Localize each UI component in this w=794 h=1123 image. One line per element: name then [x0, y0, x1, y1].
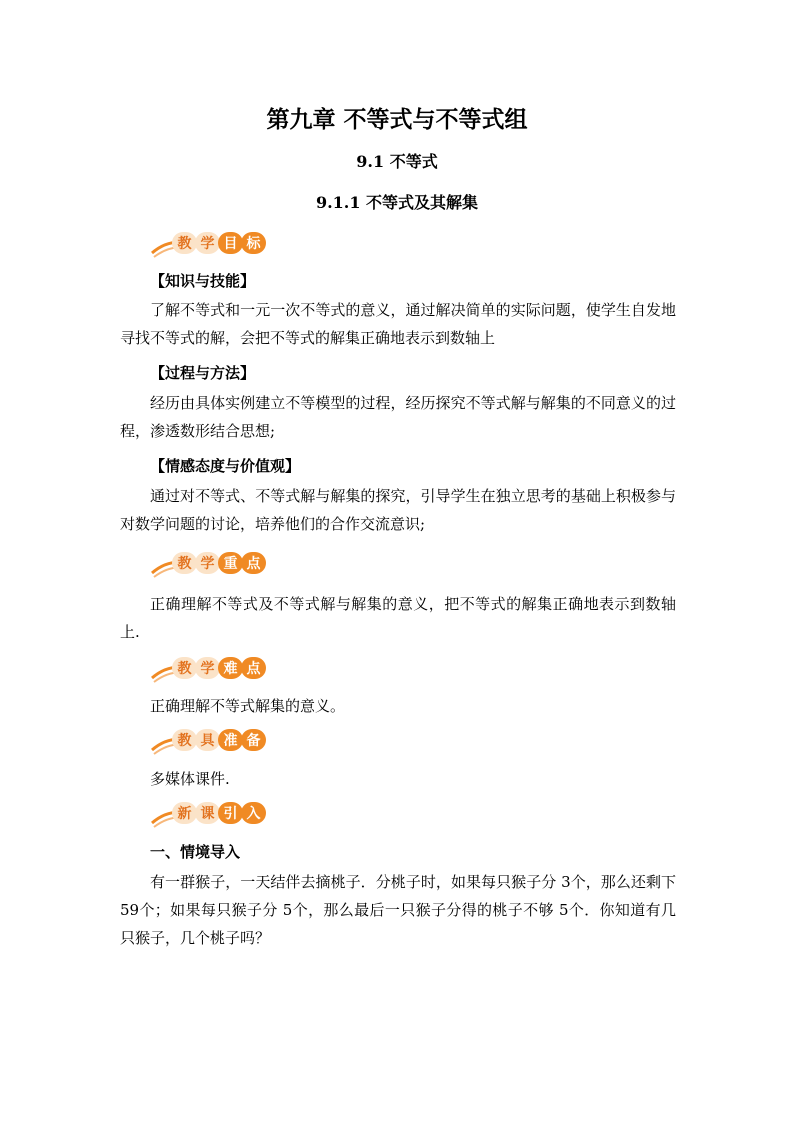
badge-char: 点 [241, 657, 266, 679]
badge-char: 点 [241, 552, 266, 574]
knowledge-text: 了解不等式和一元一次不等式的意义，通过解决简单的实际问题，使学生自发地寻找不等式的解，会把不等式的解集正确地表示到数轴上 [120, 301, 676, 347]
objectives-badge [150, 229, 260, 259]
intro-badge [150, 799, 260, 829]
badge-char: 入 [241, 802, 266, 824]
emotion-heading: 【情感态度与价值观】 [150, 457, 301, 475]
section-title: 9.1 不等式 [356, 152, 438, 171]
materials-text: 多媒体课件. [150, 770, 230, 788]
process-heading: 【过程与方法】 [150, 364, 256, 382]
badge-char: 教 [172, 552, 197, 574]
subsection-title: 9.1.1 不等式及其解集 [315, 193, 479, 212]
chapter-title: 第九章 不等式与不等式组 [266, 107, 528, 133]
difficulties-badge [150, 654, 260, 684]
badge-char: 引 [218, 802, 243, 824]
badge-char: 课 [195, 802, 220, 824]
materials-badge [150, 726, 260, 756]
badge-char: 学 [195, 232, 220, 254]
badge-char: 教 [172, 657, 197, 679]
emotion-text: 通过对不等式、不等式解与解集的探究，引导学生在独立思考的基础上积极参与对数学问题的讨论，培养他们的合作交流意识; [120, 487, 676, 533]
badge-char: 具 [195, 729, 220, 751]
intro-text: 有一群猴子，一天结伴去摘桃子．分桃子时，如果每只猴子分 3个，那么还剩下 59个；如果每只猴子分 5个，那么最后一只猴子分得的桃子不够 5个．你知道有几只猴子，几个桃子吗？ [120, 873, 676, 947]
badge-char: 目 [218, 232, 243, 254]
intro-heading: 一、情境导入 [150, 843, 241, 861]
badge-char: 学 [195, 657, 220, 679]
badge-char: 重 [218, 552, 243, 574]
badge-char: 教 [172, 729, 197, 751]
process-text: 经历由具体实例建立不等模型的过程，经历探究不等式解与解集的不同意义的过程，渗透数形结合思想; [120, 394, 676, 440]
badge-char: 备 [241, 729, 266, 751]
badge-char: 教 [172, 232, 197, 254]
key-points-text: 正确理解不等式及不等式解与解集的意义，把不等式的解集正确地表示到数轴上. [120, 595, 676, 641]
badge-char: 标 [241, 232, 266, 254]
badge-char: 新 [172, 802, 197, 824]
key-points-badge [150, 549, 260, 579]
difficulties-text: 正确理解不等式解集的意义。 [150, 697, 346, 715]
badge-char: 难 [218, 657, 243, 679]
badge-char: 学 [195, 552, 220, 574]
badge-char: 准 [218, 729, 243, 751]
knowledge-heading: 【知识与技能】 [150, 272, 256, 290]
